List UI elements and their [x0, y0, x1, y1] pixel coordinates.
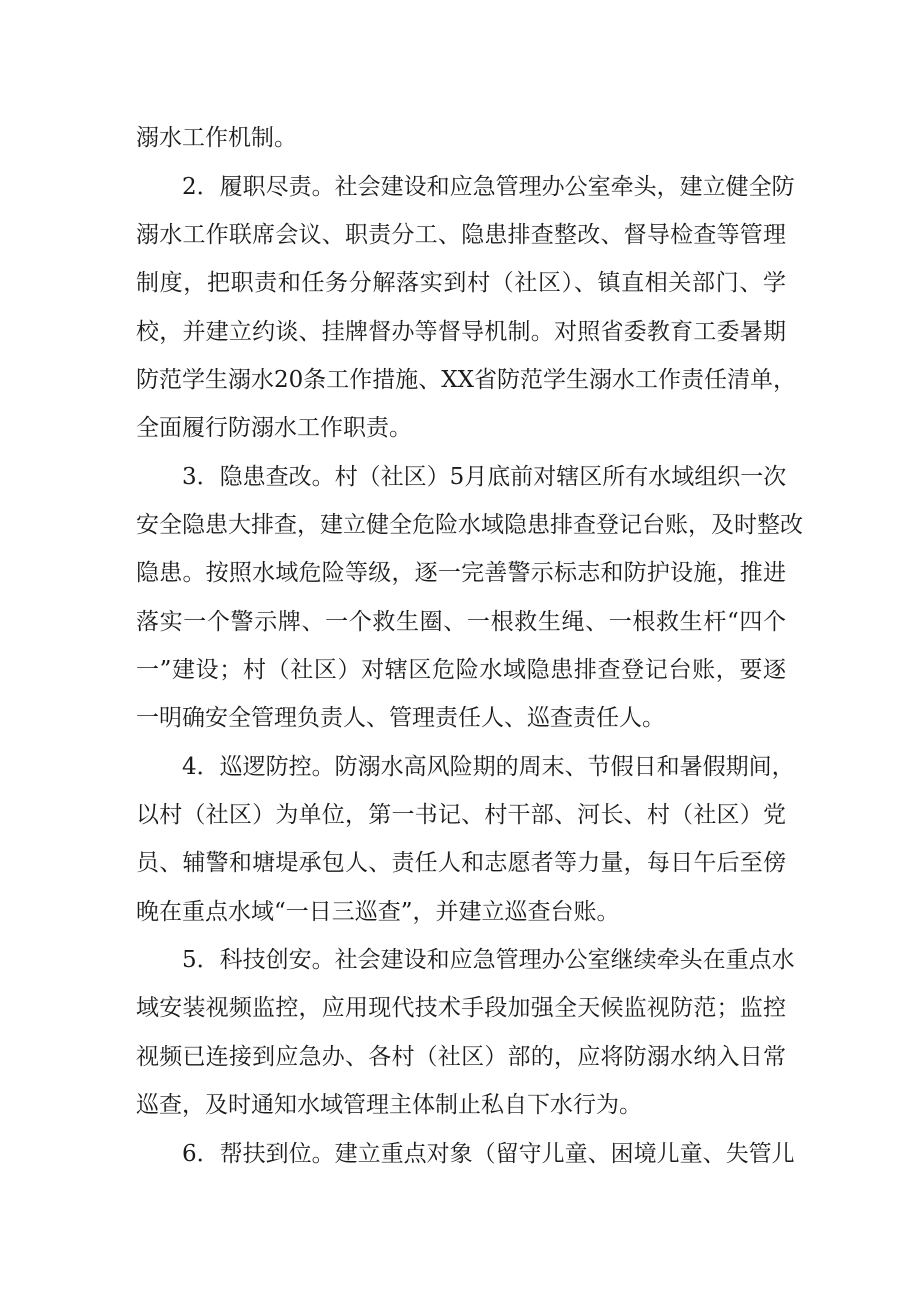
paragraph-line: 4．巡逻防控。防溺水高风险期的周末、节假日和暑假期间，	[182, 754, 795, 780]
paragraph-line: 6．帮扶到位。建立重点对象（留守儿童、困境儿童、失管儿	[182, 1141, 795, 1167]
paragraph-line: 隐患。按照水域危险等级，逐一完善警示标志和防护设施，推进	[136, 560, 786, 586]
paragraph-line: 员、辅警和塘堤承包人、责任人和志愿者等力量，每日午后至傍	[136, 850, 786, 876]
paragraph-line: 一”建设；村（社区）对辖区危险水域隐患排查登记台账，要逐	[136, 657, 786, 683]
paragraph-line: 制度，把职责和任务分解落实到村（社区）、镇直相关部门、学	[136, 270, 786, 296]
paragraph-line: 防范学生溺水20条工作措施、XX省防范学生溺水工作责任清单，	[136, 367, 797, 393]
paragraph-line: 巡查，及时通知水域管理主体制止私自下水行为。	[136, 1092, 642, 1118]
paragraph-line: 一明确安全管理负责人、管理责任人、巡查责任人。	[136, 705, 665, 731]
paragraph-line: 视频已连接到应急办、各村（社区）部的，应将防溺水纳入日常	[136, 1044, 786, 1070]
paragraph-line: 以村（社区）为单位，第一书记、村干部、河长、村（社区）党	[136, 802, 786, 828]
paragraph-line: 全面履行防溺水工作职责。	[136, 415, 412, 441]
paragraph-line: 晚在重点水域“一日三巡查”，并建立巡查台账。	[136, 899, 620, 925]
paragraph-line: 3．隐患查改。村（社区）5月底前对辖区所有水域组织一次	[182, 464, 787, 490]
paragraph-line: 校，并建立约谈、挂牌督办等督导机制。对照省委教育工委暑期	[136, 319, 786, 345]
paragraph-line: 溺水工作联席会议、职责分工、隐患排查整改、督导检查等管理	[136, 222, 786, 248]
paragraph-line: 安全隐患大排查，建立健全危险水域隐患排查登记台账，及时整改	[136, 512, 803, 538]
paragraph-line: 溺水工作机制。	[136, 125, 297, 151]
paragraph-line: 5．科技创安。社会建设和应急管理办公室继续牵头在重点水	[182, 947, 795, 973]
paragraph-line: 2．履职尽责。社会建设和应急管理办公室牵头，建立健全防	[182, 174, 795, 200]
paragraph-line: 域安装视频监控，应用现代技术手段加强全天候监视防范；监控	[136, 995, 786, 1021]
paragraph-line: 落实一个警示牌、一个救生圈、一根救生绳、一根救生杆“四个	[136, 609, 786, 635]
